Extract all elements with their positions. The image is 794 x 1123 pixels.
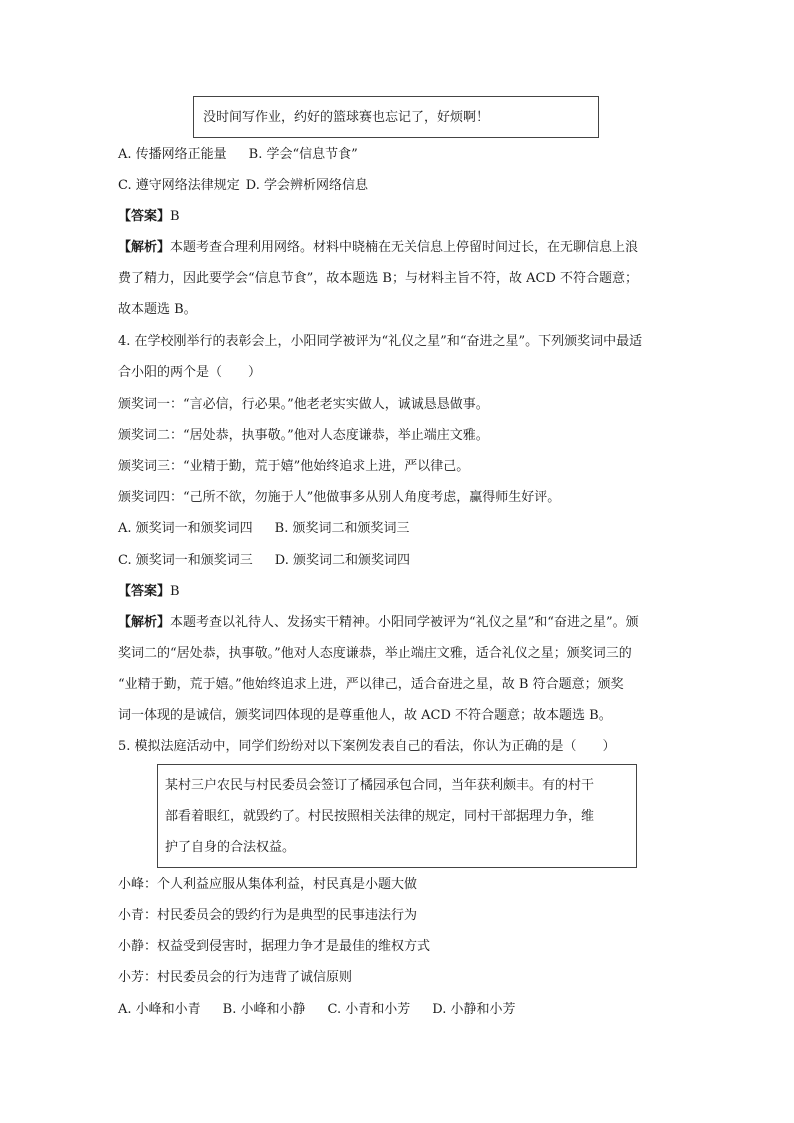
q4-option-b: B. 颁奖词二和颁奖词三 [274, 521, 410, 536]
q5-opinion-4: 小芳：村民委员会的行为违背了诚信原则 [118, 970, 353, 985]
q4-option-d: D. 颁奖词二和颁奖词四 [274, 553, 410, 568]
answer-label: 【答案】 [118, 584, 171, 599]
q3-analysis-line-1: 【解析】本题考查合理利用网络。材料中晓楠在无关信息上停留时间过长，在无聊信息上浪 [118, 240, 639, 255]
q4-citation-4: 颁奖词四：“己所不欲，勿施于人”他做事多从别人角度考虑，赢得师生好评。 [118, 490, 561, 505]
q4-analysis-line-1: 【解析】本题考查以礼待人、发扬实干精神。小阳同学被评为“礼仪之星”和“奋进之星”。颁 [118, 615, 639, 630]
answer-label: 【答案】 [118, 209, 171, 224]
q4-option-a: A. 颁奖词一和颁奖词四 [118, 521, 253, 536]
q3-options-row-2 [118, 177, 678, 195]
q4-options-row-2 [118, 552, 678, 570]
q5-opinion-2: 小青：村民委员会的毁约行为是典型的民事违法行为 [118, 908, 418, 923]
q3-option-b: B. 学会“信息节食” [248, 147, 358, 162]
q4-answer [118, 583, 678, 601]
q5-option-b: B. 小峰和小静 [222, 1002, 306, 1017]
q4-citation-1: 颁奖词一：“言必信，行必果。”他老老实实做人，诚诚恳恳做事。 [118, 397, 489, 412]
q4-options-row-1 [118, 520, 678, 538]
q3-analysis-line-2: 费了精力，因此要学会“信息节食”，故本题选 B；与材料主旨不符，故 ACD 不符合题意； [118, 271, 639, 286]
q4-stem-line-2: 合小阳的两个是（ ） [118, 365, 262, 380]
q5-option-a: A. 小峰和小青 [118, 1002, 201, 1017]
q4-option-c: C. 颁奖词一和颁奖词三 [118, 553, 253, 568]
case-line-1: 某村三户农民与村民委员会签订了橘园承包合同，当年获利颇丰。有的村干 [165, 778, 595, 793]
q4-citation-3: 颁奖词三：“业精于勤，荒于嬉”他始终追求上进，严以律己。 [118, 459, 470, 474]
answer-value: B [170, 584, 180, 599]
q3-options-row-1 [118, 146, 678, 164]
q3-option-c: C. 遵守网络法律规定 [118, 178, 240, 193]
q5-opinion-1: 小峰：个人利益应服从集体利益，村民真是小题大做 [118, 877, 418, 892]
q5-option-d: D. 小静和小芳 [432, 1002, 516, 1017]
q5-options-row [118, 1001, 678, 1019]
q4-citation-2: 颁奖词二：“居处恭，执事敬。”他对人态度谦恭，举止端庄文雅。 [118, 428, 489, 443]
q5-opinion-3: 小静：权益受到侵害时，据理力争才是最佳的维权方式 [118, 939, 431, 954]
q5-stem: 5. 模拟法庭活动中，同学们纷纷对以下案例发表自己的看法，你认为正确的是（ ） [118, 739, 616, 754]
q3-answer [118, 208, 678, 226]
quote-text: 没时间写作业，约好的篮球赛也忘记了，好烦啊！ [203, 110, 490, 125]
q4-stem-line-1: 4. 在学校刚举行的表彰会上，小阳同学被评为“礼仪之星”和“奋进之星”。下列颁奖词中最适 [118, 334, 643, 349]
q4-analysis-line-2: 奖词二的“居处恭，执事敬。”他对人态度谦恭，举止端庄文雅，适合礼仪之星；颁奖词三的 [118, 646, 632, 661]
q4-analysis-line-4: 词一体现的是诚信，颁奖词四体现的是尊重他人，故 ACD 不符合题意；故本题选 B。 [118, 708, 612, 723]
case-line-2: 部看着眼红，就毁约了。村民按照相关法律的规定，同村干部据理力争，维 [165, 809, 595, 824]
q3-option-d: D. 学会辨析网络信息 [245, 178, 368, 193]
q3-analysis-line-3: 故本题选 B。 [118, 302, 197, 317]
case-line-3: 护了自身的合法权益。 [165, 840, 296, 855]
q4-analysis-line-3: “业精于勤，荒于嬉。”他始终追求上进，严以律己，适合奋进之星，故 B 符合题意；颁奖 [118, 677, 624, 692]
case-box [157, 764, 637, 868]
analysis-label: 【解析】 [118, 615, 171, 630]
analysis-label: 【解析】 [118, 240, 171, 255]
quote-box [193, 96, 599, 138]
q3-option-a: A. 传播网络正能量 [118, 147, 227, 162]
q5-option-c: C. 小青和小芳 [327, 1002, 411, 1017]
answer-value: B [170, 209, 180, 224]
